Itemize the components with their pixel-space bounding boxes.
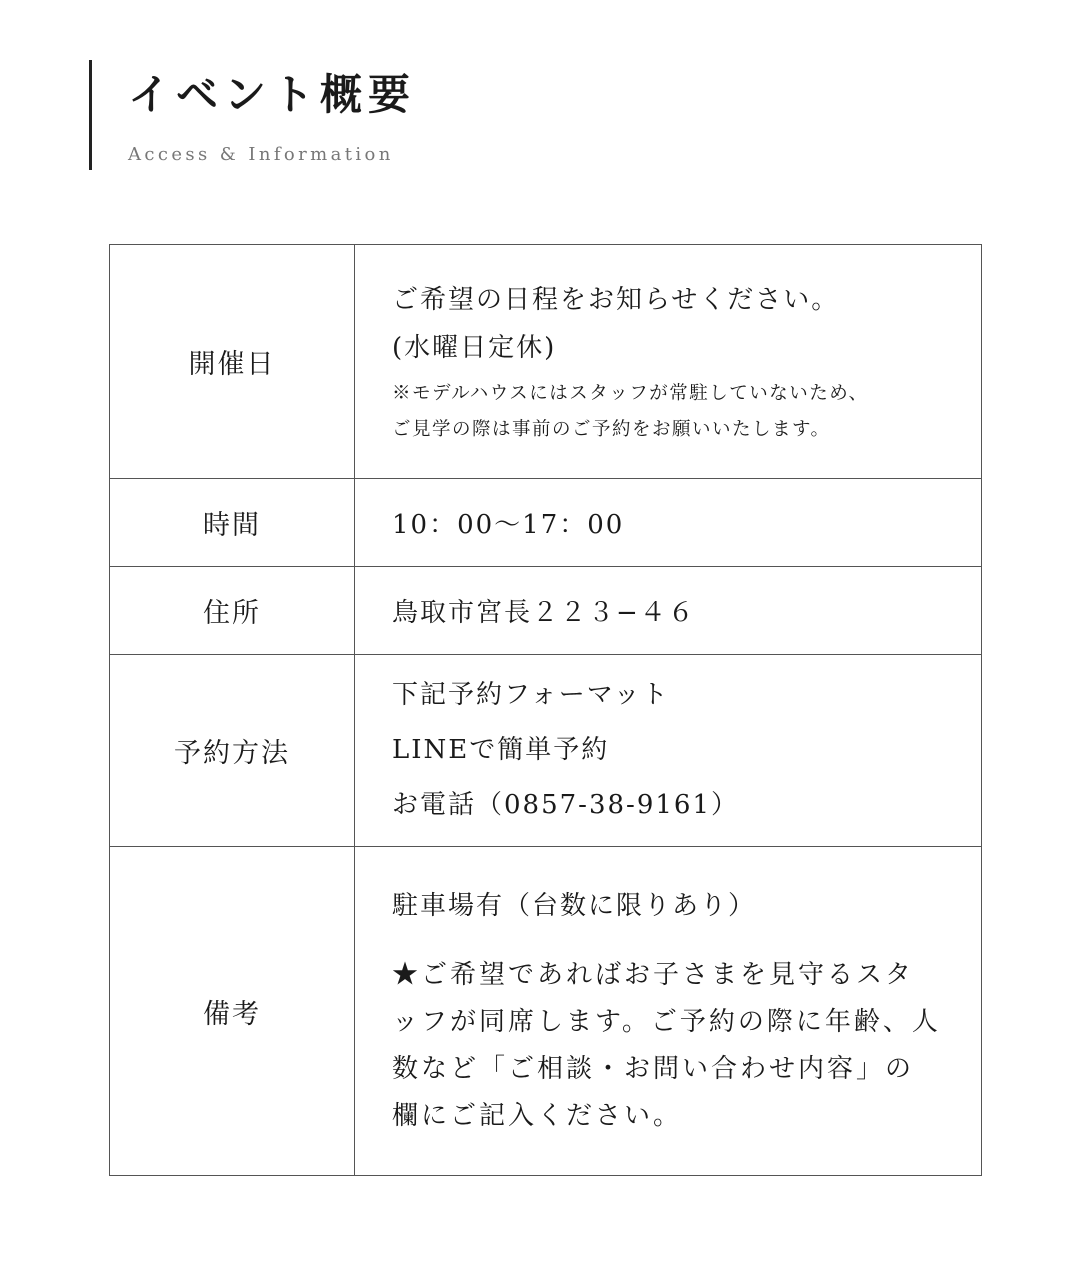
date-note-line: ご見学の際は事前のご予約をお願いいたします。 <box>392 418 831 440</box>
reservation-method-phone: お電話（0857-38-9161） <box>392 790 739 820</box>
table-row-address <box>110 567 982 655</box>
date-note-line: ※モデルハウスにはスタッフが常駐していないため、 <box>392 382 869 404</box>
page-title: イベント概要 <box>128 70 417 119</box>
section-heading <box>89 60 416 170</box>
notes-value-cell <box>355 847 982 1176</box>
table-row-notes <box>110 847 982 1176</box>
page-subtitle: Access & Information <box>128 144 394 165</box>
childcare-note: ★ご希望であればお子さまを見守るスタッフが同席します。ご予約の際に年齢、人数など「ご相談・お問い合わせ内容」の欄にご記入ください。 <box>392 960 941 1131</box>
date-line: ご希望の日程をお知らせください。 <box>392 284 840 315</box>
reservation-value-cell <box>355 655 982 847</box>
holiday-line: (水曜日定休) <box>392 332 557 363</box>
event-info-table <box>109 244 982 1176</box>
reservation-label: 予約方法 <box>110 655 355 847</box>
table-row-date <box>110 245 982 479</box>
notes-label: 備考 <box>110 847 355 1176</box>
date-value-cell <box>355 245 982 479</box>
time-value: 10：00〜17：00 <box>355 479 982 567</box>
table-row-time <box>110 479 982 567</box>
parking-note: 駐車場有（台数に限りあり） <box>392 891 757 921</box>
date-label: 開催日 <box>110 245 355 479</box>
address-value: 鳥取市宮長２２３−４６ <box>355 567 982 655</box>
reservation-method-form: 下記予約フォーマット <box>392 680 670 710</box>
address-label: 住所 <box>110 567 355 655</box>
table-row-reservation <box>110 655 982 847</box>
time-label: 時間 <box>110 479 355 567</box>
reservation-method-line: LINEで簡単予約 <box>392 735 610 765</box>
